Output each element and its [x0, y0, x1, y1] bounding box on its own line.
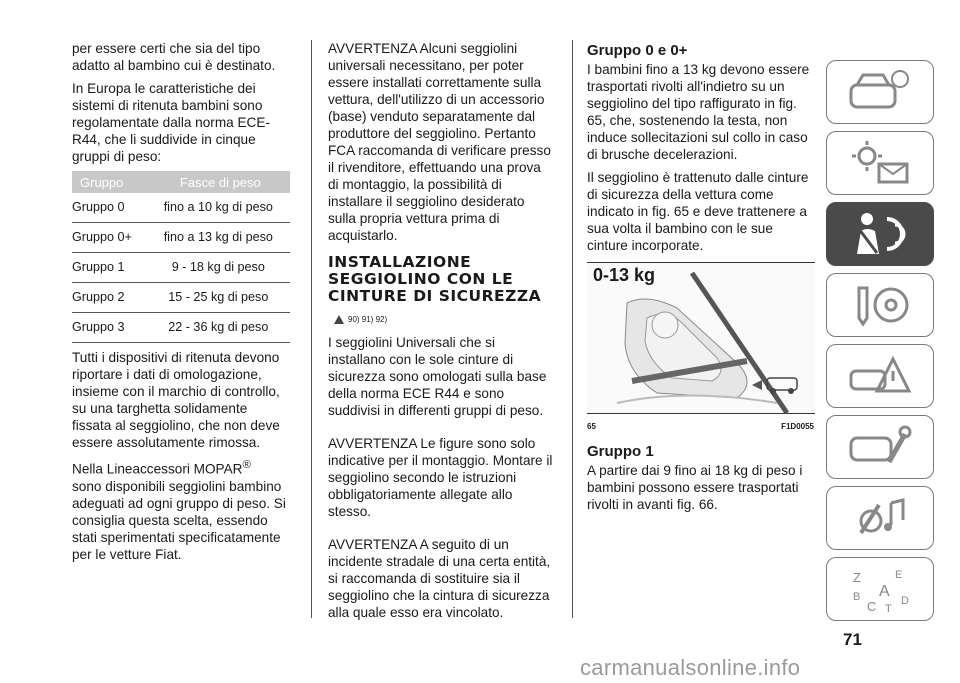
- group-cell: Gruppo 0+: [72, 223, 151, 253]
- figure-code: F1D0055: [781, 422, 814, 431]
- tab-maintenance[interactable]: [826, 415, 934, 479]
- weight-cell: fino a 10 kg di peso: [151, 193, 290, 223]
- table-header-weight: Fasce di peso: [151, 171, 290, 193]
- mopar-paragraph: [72, 457, 290, 563]
- tab-multimedia[interactable]: [826, 486, 934, 550]
- warning-triangle-icon: [334, 315, 344, 324]
- column-2: [328, 40, 554, 627]
- mopar-text: Nella Lineaccessori MOPAR: [72, 461, 243, 477]
- tab-safety[interactable]: [826, 202, 934, 266]
- index-letter: T: [885, 603, 892, 614]
- table-row: [72, 223, 290, 253]
- belt-paragraph: Il seggiolino è trattenuto dalle cinture di sicurezza della vettura come indicato in fig. 65 e deve trattenere a sua volta il bambino con le sue cinture incorporate.: [587, 170, 809, 253]
- index-icon: [845, 564, 915, 614]
- section-heading: INSTALLAZIONE SEGGIOLINO CON LE CINTURE DI SICUREZZA: [328, 253, 542, 305]
- weight-cell: fino a 13 kg di peso: [151, 223, 290, 253]
- weight-cell: 9 - 18 kg di peso: [151, 253, 290, 283]
- group-1-heading: Gruppo 1: [587, 443, 654, 460]
- warning-lights-icon: [845, 138, 915, 188]
- group-cell: Gruppo 0: [72, 193, 151, 223]
- warning-accessory: AVVERTENZA Alcuni seggiolini universali necessitano, per poter essere installati correttamente sulla vettura, dell'utilizzo di un accessorio (base) venduto separatamente dal produttore del seggiolino. Pertanto FCA raccomanda di verificare presso il rivenditore, effettuando una prova di montaggio, la possibilità di installare il seggiolino desiderato sulla propria vettura prima di acquistarlo.: [328, 41, 551, 243]
- chapter-tabs: [826, 60, 934, 628]
- column-3: [587, 40, 814, 519]
- registered-mark: ®: [242, 459, 251, 471]
- car-dashboard-icon: [845, 67, 915, 117]
- tab-starting-driving[interactable]: [826, 273, 934, 337]
- rear-facing-seat-illustration: [587, 263, 815, 413]
- figure-weight-label: 0-13 kg: [593, 265, 656, 285]
- mopar-text-continued: sono disponibili seggiolini bambino adeguati ad ogni gruppo di peso. Si consiglia questa scelta, essendo stati sperimentati specificatamente per le vetture Fiat.: [72, 478, 286, 562]
- safety-seatbelt-icon: [845, 209, 915, 259]
- reference-numbers: 90) 91) 92): [348, 315, 388, 324]
- car-direction-icon: [752, 378, 797, 394]
- group-0-heading: Gruppo 0 e 0+: [587, 42, 688, 59]
- group-cell: Gruppo 2: [72, 283, 151, 313]
- intro-text: per essere certi che sia del tipo adatto al bambino cui è destinato.: [72, 41, 276, 73]
- table-row: [72, 313, 290, 343]
- tab-dashboard[interactable]: [826, 60, 934, 124]
- warning-figures: AVVERTENZA Le figure sono solo indicative per il montaggio. Montare il seggiolino secondo le istruzioni obbligatoriamente allegate allo stesso.: [328, 436, 553, 519]
- homologation-paragraph: Tutti i dispositivi di ritenuta devono riportare i dati di omologazione, insieme con il marchio di controllo, su una targhetta solidamente fissata al seggiolino, che non deve essere assolutamente rimossa.: [72, 350, 280, 450]
- emergency-icon: [845, 351, 915, 401]
- index-letter: D: [901, 595, 909, 607]
- warning-accident: AVVERTENZA A seguito di un incidente stradale di una certa entità, si raccomanda di sostituire sia il seggiolino che la cintura di sicurezza alla quale esso era vincolato.: [328, 537, 551, 620]
- weight-cell: 15 - 25 kg di peso: [151, 283, 290, 313]
- maintenance-icon: [845, 422, 915, 472]
- index-letter: E: [895, 569, 903, 581]
- group-cell: Gruppo 3: [72, 313, 151, 343]
- table-row: [72, 253, 290, 283]
- table-row: [72, 283, 290, 313]
- index-letter: C: [867, 599, 877, 614]
- index-letter: B: [853, 591, 861, 603]
- warning-references: [334, 311, 554, 328]
- starting-driving-icon: [845, 280, 915, 330]
- group-cell: Gruppo 1: [72, 253, 151, 283]
- table-header-group: Gruppo: [72, 171, 151, 193]
- table-row: [72, 193, 290, 223]
- column-1: [72, 40, 290, 569]
- group-0-paragraph: I bambini fino a 13 kg devono essere trasportati rivolti all'indietro su un seggiolino del tipo raffigurato in fig. 65, che, sostenendo la testa, non induce sollecitazioni sul collo in caso di brusche decelerazioni.: [587, 62, 810, 162]
- index-letter: A: [879, 583, 890, 600]
- tab-index[interactable]: [826, 557, 934, 621]
- tab-emergency[interactable]: [826, 344, 934, 408]
- universal-seats-paragraph: I seggiolini Universali che si installano con le sole cinture di sicurezza sono omologati sulla base della norma ECE R44 e sono suddivisi in differenti gruppi di peso.: [328, 335, 547, 418]
- weight-group-table: [72, 171, 290, 343]
- weight-cell: 22 - 36 kg di peso: [151, 313, 290, 343]
- index-letter: Z: [853, 570, 861, 585]
- group-1-paragraph: A partire dai 9 fino ai 18 kg di peso i bambini possono essere trasportati rivolti in avanti fig. 66.: [587, 463, 803, 512]
- figure-65: [587, 262, 815, 414]
- tab-warning-lights[interactable]: [826, 131, 934, 195]
- page-number: 71: [843, 630, 862, 649]
- figure-number: 65: [587, 422, 596, 431]
- regulation-paragraph: In Europa le caratteristiche dei sistemi di ritenuta bambini sono regolamentate dalla norma ECE-R44, che li suddivide in cinque gruppi di peso:: [72, 81, 270, 164]
- multimedia-icon: [845, 493, 915, 543]
- figure-caption: [587, 418, 814, 435]
- column-divider: [572, 40, 573, 618]
- column-divider: [311, 40, 312, 618]
- watermark: carmanualsonline.info: [580, 655, 801, 680]
